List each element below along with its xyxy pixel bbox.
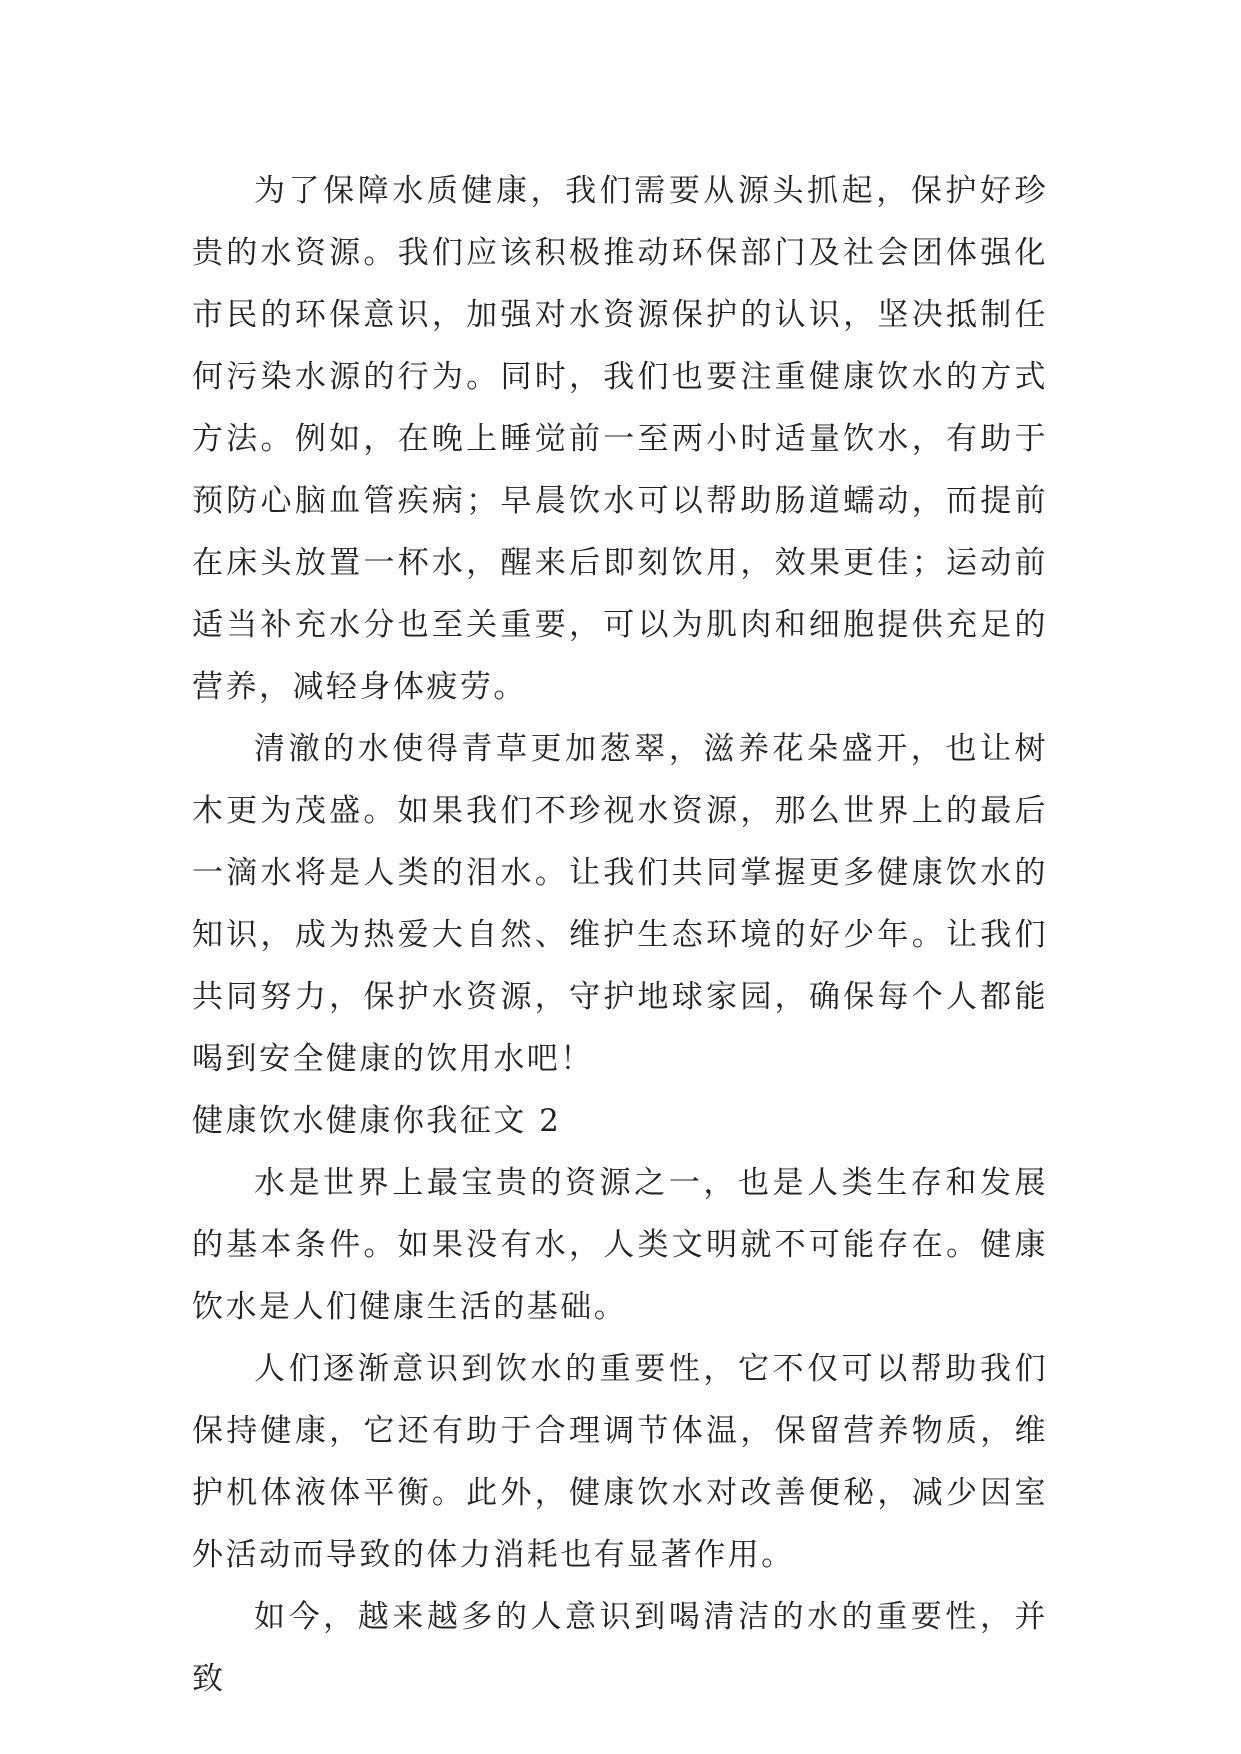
document-page [192,160,1048,1710]
paragraph-clear-water: 清澈的水使得青草更加葱翠，滋养花朵盛开，也让树木更为茂盛。如果我们不珍视水资源，那么世界上的最后一滴水将是人类的泪水。让我们共同掌握更多健康饮水的知识，成为热爱大自然、维护生态环境的好少年。让我们共同努力，保护水资源，守护地球家园，确保每个人都能喝到安全健康的饮用水吧！ [192,731,1048,1077]
paragraph-water-resource: 水是世界上最宝贵的资源之一，也是人类生存和发展的基本条件。如果没有水，人类文明就不可能存在。健康饮水是人们健康生活的基础。 [192,1165,1048,1325]
paragraph-water-protection: 为了保障水质健康，我们需要从源头抓起，保护好珍贵的水资源。我们应该积极推动环保部门及社会团体强化市民的环保意识，加强对水资源保护的认识，坚决抵制任何污染水源的行为。同时，我们也要注重健康饮水的方式方法。例如，在晚上睡觉前一至两小时适量饮水，有助于预防心脑血管疾病；早晨饮水可以帮助肠道蠕动，而提前在床头放置一杯水，醒来后即刻饮用，效果更佳；运动前适当补充水分也至关重要，可以为肌肉和细胞提供充足的营养，减轻身体疲劳。 [192,173,1048,705]
paragraph-drinking-importance: 人们逐渐意识到饮水的重要性，它不仅可以帮助我们保持健康，它还有助于合理调节体温，保留营养物质，维护机体液体平衡。此外，健康饮水对改善便秘，减少因室外活动而导致的体力消耗也有显著作用。 [192,1351,1048,1573]
section-title: 健康饮水健康你我征文 2 [192,1103,562,1139]
paragraph-clean-water: 如今，越来越多的人意识到喝清洁的水的重要性，并致 [192,1599,1048,1697]
